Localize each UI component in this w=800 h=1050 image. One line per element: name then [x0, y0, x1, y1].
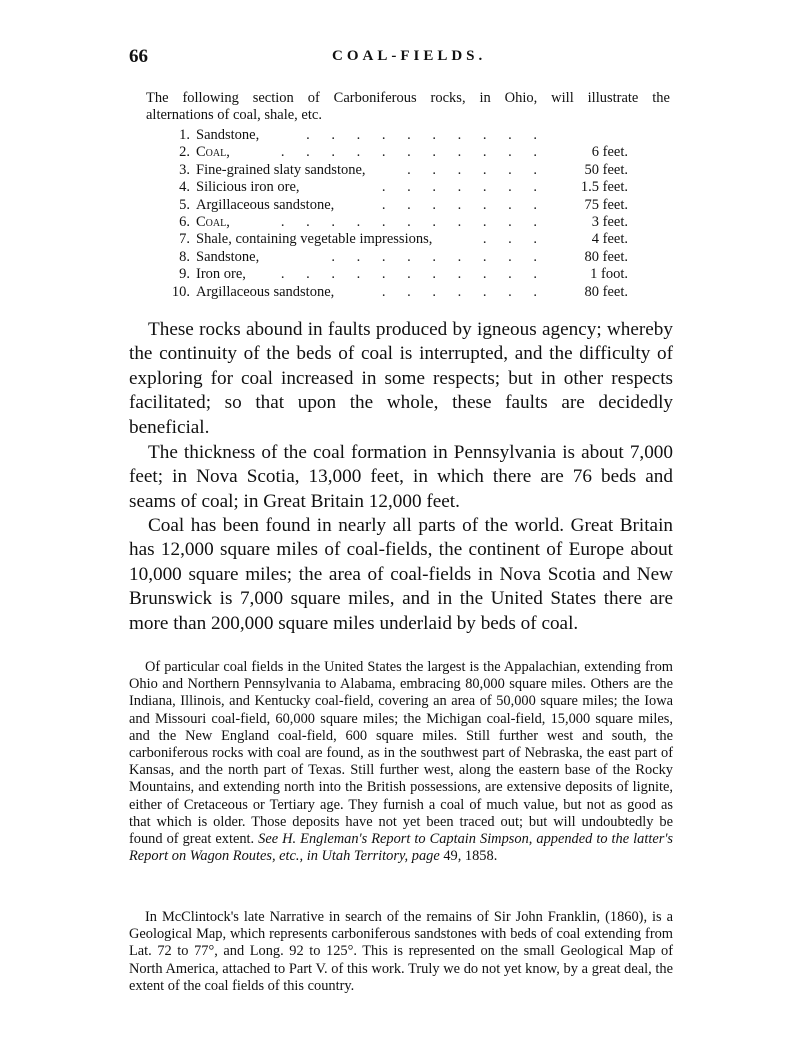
leader-dots: . . . . . . . . . . .	[280, 266, 546, 283]
strata-row	[158, 231, 628, 248]
footnote-us-coal-fields	[129, 659, 673, 865]
leader-dots: . . .	[482, 231, 546, 248]
running-title: COAL-FIELDS.	[332, 48, 487, 64]
strata-number: 10.	[171, 283, 190, 300]
strata-row	[158, 266, 628, 283]
strata-row	[158, 284, 628, 301]
leader-dots: . . . . . . .	[381, 196, 546, 213]
strata-thickness: 1 foot.	[590, 266, 628, 283]
strata-name: Silicious iron ore,	[196, 179, 300, 196]
intro-text	[146, 90, 670, 124]
strata-number: 2.	[179, 144, 190, 161]
leader-dots: . . . . . .	[407, 161, 546, 178]
leader-dots: . . . . . . . . . . .	[280, 144, 546, 161]
leader-dots: . . . . . . .	[381, 179, 546, 196]
strata-row	[158, 162, 628, 179]
leader-dots: . . . . . . . . . .	[306, 127, 546, 143]
strata-number: 8.	[179, 248, 190, 265]
strata-thickness: 1.5 feet.	[580, 179, 628, 196]
strata-row	[158, 179, 628, 196]
strata-number: 3.	[179, 161, 190, 178]
strata-row	[158, 249, 628, 266]
page-number: 66	[129, 46, 148, 67]
strata-number: 9.	[179, 266, 190, 283]
strata-thickness: 4 feet.	[591, 231, 628, 248]
strata-number: 6.	[179, 213, 190, 230]
paragraph-thickness	[129, 441, 673, 514]
strata-row	[158, 127, 628, 144]
paragraph-world-coal	[129, 514, 673, 636]
leader-dots: . . . . . . .	[381, 283, 546, 300]
strata-thickness: 3 feet.	[591, 213, 628, 230]
footnote-mcclintock	[129, 909, 673, 995]
strata-thickness: 80 feet.	[584, 283, 628, 300]
page-header	[129, 46, 669, 76]
leader-dots: . . . . . . . . . . .	[280, 213, 546, 230]
intro-line-2: alternations of coal, shale, etc.	[146, 107, 322, 123]
footnote-reference-tail: 49, 1858.	[443, 848, 498, 865]
strata-name: Argillaceous sandstone,	[196, 196, 335, 213]
strata-name: Argillaceous sandstone,	[196, 283, 335, 300]
strata-number: 1.	[179, 127, 190, 143]
strata-list	[158, 127, 628, 301]
strata-name: Shale, containing vegetable impressions,	[196, 231, 433, 248]
footnote-text: Of particular coal fields in the United States the largest is the Appalachian, extending from Ohio and Northern Pennsylvania to Alabama, embracing 80,000 square miles. Others are the Indiana, Illinois, and Kentucky coal-field, covering an area of 50,000 square miles; the Iowa and Missouri coal-field, 60,000 square miles; the Michigan coal-field, 15,000 square miles, and the New England coal-field, 600 square miles. Still further west and south, the carboniferous rocks with coal are found, as in the southwest part of Nebraska, the east part of Kansas, and the north part of Texas. Still further west, along the eastern base of the Rocky Mountains, and extending north into the British possessions, are extensive deposits of lignite, either of Cretaceous or Tertiary age. They furnish a coal of much value, but not as good as that which is older. Those deposits have not yet been traced out; but will undoubtedly be found of great extent.	[129, 659, 673, 848]
paragraph-text: Coal has been found in nearly all parts of the world. Great Britain has 12,000 square miles of coal-fields, the continent of Europe about 10,000 square miles; the area of coal-fields in Nova Scotia and New Brunswick is 7,000 square miles, and in the United States there are more than 200,000 square miles underlaid by beds of coal.	[129, 515, 673, 634]
strata-name: Fine-grained slaty sandstone,	[196, 161, 366, 178]
paragraph-faults	[129, 318, 673, 440]
leader-dots: . . . . . . . . .	[331, 248, 546, 265]
footnote-reference: See H. Engleman's Report to Captain Simpson, appended to the latter's Report on Wagon Routes, etc., in Utah Territory, page	[129, 831, 674, 865]
strata-thickness: 75 feet.	[584, 196, 628, 213]
intro-line-1: The following section of Carboniferous rocks, in Ohio, will illustrate the	[146, 90, 670, 106]
strata-name: Iron ore,	[196, 266, 246, 283]
strata-row	[158, 144, 628, 161]
strata-name: Sandstone,	[196, 127, 260, 143]
strata-number: 4.	[179, 179, 190, 196]
footnote-paragraph: In McClintock's late Narrative in search of the remains of Sir John Franklin, (1860), is a Geological Map, which represents carboniferous sandstones with beds of coal extending from Lat. 72 to 77°, and Long. 92 to 125°. This is represented on the small Geological Map of North America, attached to Part V. of this work. Truly we do not yet know, by a great deal, the extent of the coal fields of this country.	[129, 909, 673, 994]
strata-number: 5.	[179, 196, 190, 213]
strata-row	[158, 214, 628, 231]
paragraph-text: The thickness of the coal formation in Pennsylvania is about 7,000 feet; in Nova Scotia, 13,000 feet, in which there are 76 beds and seams of coal; in Great Britain 12,000 feet.	[129, 442, 673, 512]
paragraph-text: These rocks abound in faults produced by igneous agency; whereby the continuity of the beds of coal is interrupted, and the difficulty of exploring for coal increased in some respects; but in other respects facilitated; so that upon the whole, these faults are decidedly beneficial.	[129, 319, 673, 438]
strata-row	[158, 197, 628, 214]
footnote-paragraph	[129, 659, 673, 865]
strata-thickness: 80 feet.	[584, 248, 628, 265]
strata-name: Coal,	[196, 213, 230, 230]
strata-thickness: 50 feet.	[584, 161, 628, 178]
strata-thickness: 6 feet.	[591, 144, 628, 161]
strata-name: Sandstone,	[196, 248, 260, 265]
strata-name: Coal,	[196, 144, 230, 161]
strata-number: 7.	[179, 231, 190, 248]
